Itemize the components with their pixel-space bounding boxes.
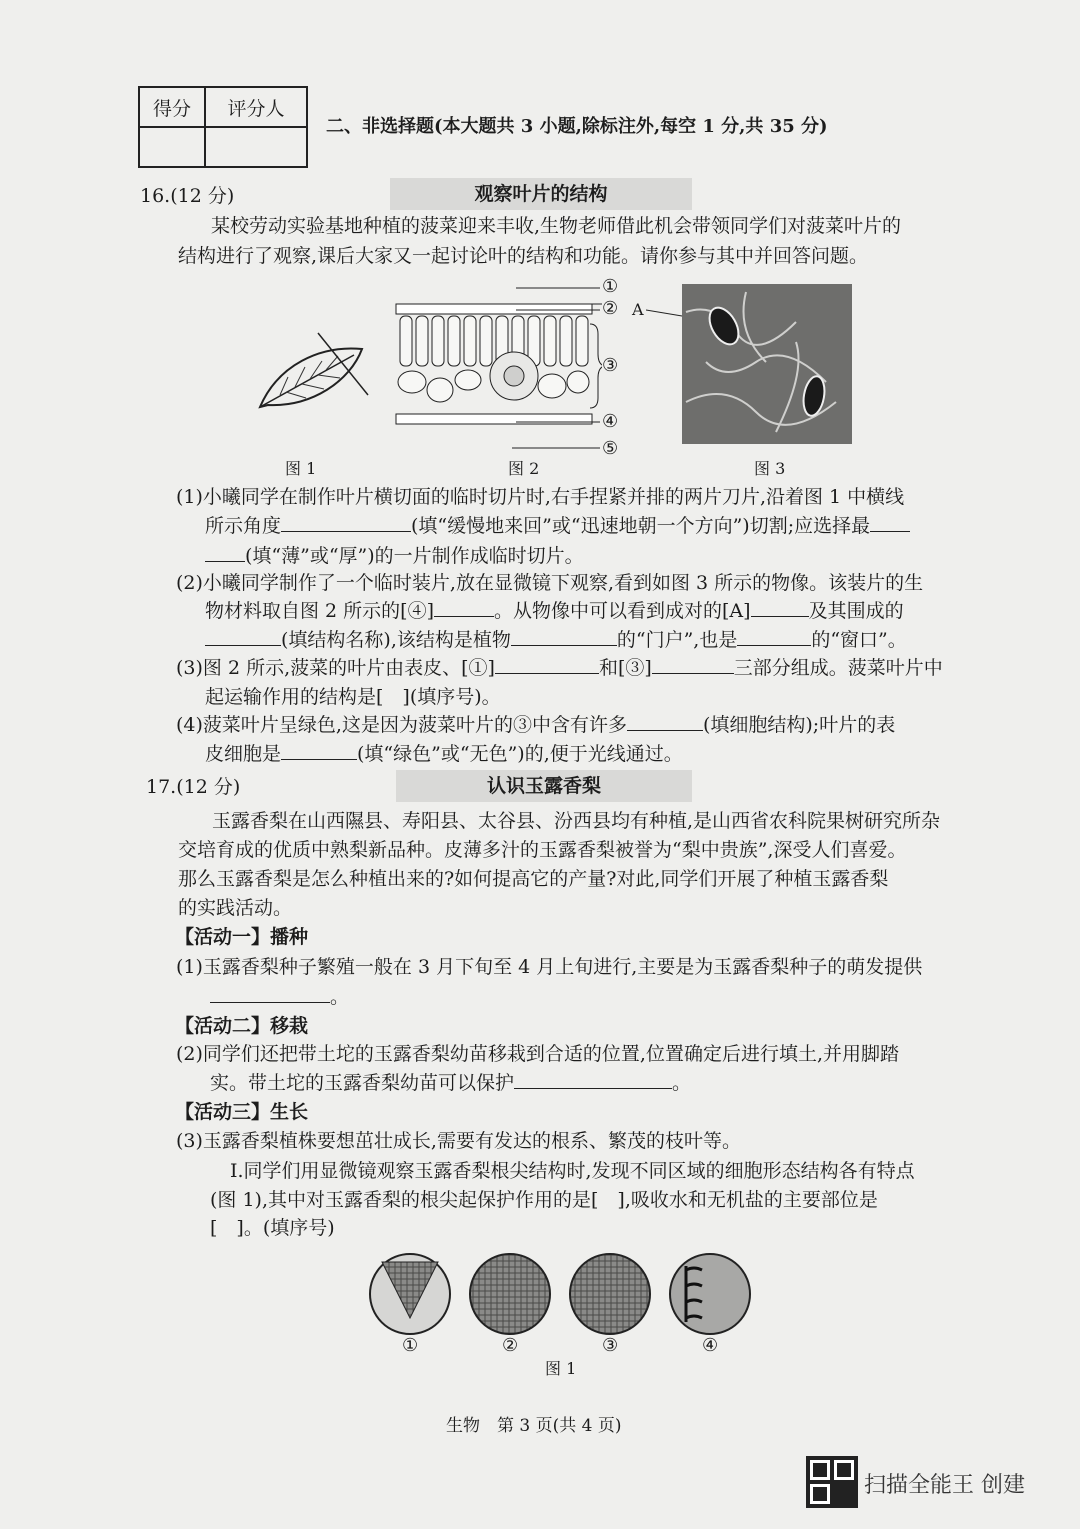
q17-intro-line3: 那么玉露香梨是怎么种植出来的?如何提高它的产量?对此,同学们开展了种植玉露香梨 [178, 868, 889, 890]
fig2-label-5: ⑤ [602, 438, 619, 459]
section-title: 二、非选择题(本大题共 3 小题,除标注外,每空 1 分,共 35 分) [326, 116, 828, 137]
fig3-caption: 图 3 [754, 459, 786, 478]
q16-blank-6[interactable] [511, 627, 617, 646]
q16-blank-2b[interactable] [205, 543, 245, 562]
q16-intro-line2: 结构进行了观察,课后大家又一起讨论叶的结构和功能。请你参与其中并回答问题。 [178, 245, 869, 267]
qr-code-icon [806, 1456, 858, 1508]
q16-blank-1[interactable] [281, 513, 411, 532]
q16-p3-seg1: (3)图 2 所示,菠菜的叶片由表皮、[①] [176, 657, 495, 679]
q16-p2-seg6: 的“窗口”。 [811, 629, 907, 651]
q16-heading: 观察叶片的结构 [390, 178, 692, 210]
q17-p2-line1: (2)同学们还把带土坨的玉露香梨幼苗移栽到合适的位置,位置确定后进行填土,并用脚踏 [176, 1043, 899, 1065]
leaf-figure [250, 325, 375, 415]
root-tip-figure [368, 1252, 752, 1336]
q16-p3-seg3: 三部分组成。菠菜叶片中 [733, 657, 943, 679]
q16-intro-line1: 某校劳动实验基地种植的菠菜迎来丰收,生物老师借此机会带领同学们对菠菜叶片的 [211, 215, 902, 237]
q16-blank-2[interactable] [870, 513, 910, 532]
root-fig-caption: 图 1 [545, 1359, 577, 1378]
fig2-label-1: ① [602, 276, 619, 297]
q16-p1-prefix: 所示角度 [205, 515, 282, 537]
grader-cell[interactable] [205, 127, 307, 167]
fig1-caption: 图 1 [285, 459, 317, 478]
q17-activity1: 【活动一】播种 [175, 926, 309, 948]
q16-p3-seg2: 和[③] [598, 657, 652, 679]
q17-blank-2[interactable] [514, 1070, 672, 1089]
q17-pi-line1: Ⅰ.同学们用显微镜观察玉露香梨根尖结构时,发现不同区域的细胞形态结构各有特点 [230, 1160, 915, 1182]
q17-p3: (3)玉露香梨植株要想茁壮成长,需要有发达的根系、繁茂的枝叶等。 [176, 1130, 741, 1152]
score-cell[interactable] [139, 127, 205, 167]
q16-blank-3[interactable] [434, 598, 494, 617]
q16-blank-9[interactable] [652, 655, 734, 674]
fig2-label-4: ④ [602, 411, 619, 432]
q17-activity2: 【活动二】移栽 [175, 1015, 309, 1037]
page-footer: 生物 第 3 页(共 4 页) [446, 1416, 622, 1436]
fig2-label-3: ③ [602, 355, 619, 376]
q16-p4-seg1: (4)菠菜叶片呈绿色,这是因为菠菜叶片的③中含有许多 [176, 714, 627, 736]
fig2-caption: 图 2 [508, 459, 540, 478]
q16-p4-seg2: (填细胞结构);叶片的表 [702, 714, 896, 736]
q16-p1-line1: (1)小曦同学在制作叶片横切面的临时切片时,右手捏紧并排的两片刀片,沿着图 1 中横线 [176, 486, 905, 508]
q17-p1-end: 。 [330, 986, 350, 1008]
root-label-1: ① [402, 1335, 419, 1356]
q16-p4-seg3: 皮细胞是 [205, 743, 282, 765]
root-label-3: ③ [602, 1335, 619, 1356]
q16-blank-5[interactable] [205, 627, 281, 646]
q17-activity3: 【活动三】生长 [175, 1101, 309, 1123]
q17-number: 17.(12 分) [146, 776, 241, 798]
q16-p2-seg4: (填结构名称),该结构是植物 [281, 629, 511, 651]
q17-p2-end: 。 [672, 1072, 692, 1094]
stomata-micrograph [646, 282, 856, 448]
q16-p4-seg4: (填“绿色”或“无色”)的,便于光线通过。 [357, 743, 683, 765]
q17-intro-line4: 的实践活动。 [178, 897, 293, 919]
q16-p1-mid: (填“缓慢地来回”或“迅速地朝一个方向”)切割;应选择最 [411, 515, 871, 537]
root-label-4: ④ [702, 1335, 719, 1356]
q16-p2-seg5: 的“门户”,也是 [616, 629, 738, 651]
q16-p2-line1: (2)小曦同学制作了一个临时装片,放在显微镜下观察,看到如图 3 所示的物像。该装片的生 [176, 572, 924, 594]
score-table [138, 86, 308, 168]
q17-p1-line1: (1)玉露香梨种子繁殖一般在 3 月下旬至 4 月上旬进行,主要是为玉露香梨种子的萌发提供 [176, 956, 923, 978]
q17-pi-line2: (图 1),其中对玉露香梨的根尖起保护作用的是[ ],吸收水和无机盐的主要部位是 [210, 1189, 878, 1211]
q16-p1-end: (填“薄”或“厚”)的一片制作成临时切片。 [245, 545, 584, 567]
grader-label: 评分人 [205, 87, 307, 127]
q17-blank-1[interactable] [210, 984, 330, 1003]
q16-number: 16.(12 分) [140, 185, 235, 207]
q16-blank-4[interactable] [751, 598, 809, 617]
q16-blank-10[interactable] [627, 712, 703, 731]
fig2-label-2: ② [602, 298, 619, 319]
fig2-leader-lines [512, 280, 602, 460]
q16-p2-seg1: 物材料取自图 2 所示的[④] [205, 600, 434, 622]
q17-p2-seg1: 实。带土坨的玉露香梨幼苗可以保护 [210, 1072, 515, 1094]
q17-heading: 认识玉露香梨 [396, 770, 692, 802]
root-label-2: ② [502, 1335, 519, 1356]
q17-intro-line2: 交培育成的优质中熟梨新品种。皮薄多汁的玉露香梨被誉为“梨中贵族”,深受人们喜爱。 [178, 839, 907, 861]
q17-intro-line1: 玉露香梨在山西隰县、寿阳县、太谷县、汾西县均有种植,是山西省农科院果树研究所杂 [212, 810, 941, 832]
scanner-watermark: 扫描全能王 创建 [864, 1473, 1025, 1498]
q16-p2-seg2: 。从物像中可以看到成对的[A] [494, 600, 751, 622]
q16-blank-11[interactable] [281, 741, 357, 760]
q16-p2-seg3: 及其围成的 [808, 600, 904, 622]
q17-pi-line3: [ ]。(填序号) [210, 1217, 335, 1239]
q16-blank-8[interactable] [495, 655, 599, 674]
score-label: 得分 [139, 87, 205, 127]
q16-p3-line2: 起运输作用的结构是[ ](填序号)。 [205, 686, 501, 708]
q16-blank-7[interactable] [737, 627, 811, 646]
fig3-label-a: A [632, 300, 644, 319]
